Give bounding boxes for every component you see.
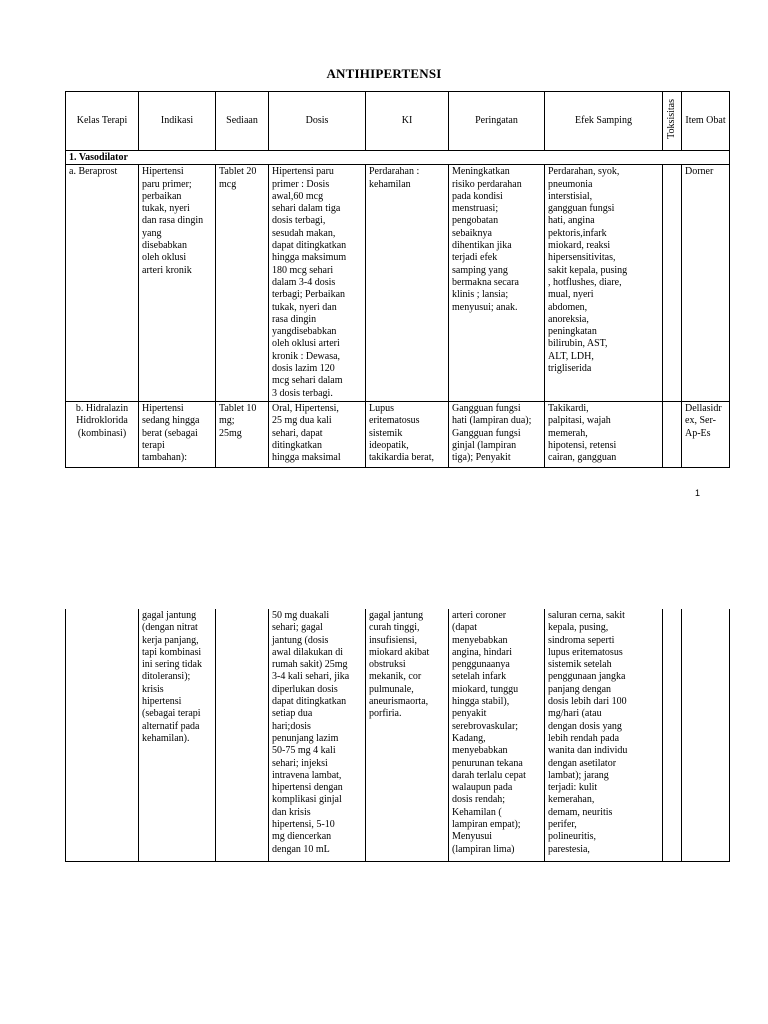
cell-ki: gagal jantung curah tinggi, insufisiensi, miokard akibat obstruksi mekanik, cor pulmunale, aneurismaorta, porfiria. [366,609,449,861]
header-dosis: Dosis [269,92,366,151]
table-row [66,401,730,467]
cell-dosis: Oral, Hipertensi, 25 mg dua kali sehari, dapat ditingkatkan hingga maksimal [269,401,366,467]
cell-toksisitas [663,609,682,861]
cell-indikasi: Hipertensi paru primer; perbaikan tukak, nyeri dan rasa dingin yang disebabkan oleh oklusi arteri kronik [139,165,216,402]
section-row [66,151,730,165]
cell-item-obat: Dellasidr ex, Ser- Ap-Es [682,401,730,467]
cell-sediaan [216,609,269,861]
drug-table [65,91,730,468]
cell-efek-samping: saluran cerna, sakit kepala, pusing, sindroma seperti lupus eritematosus sistemik setelah penggunaan jangka panjang dengan dosis lebih dari 100 mg/hari (atau dengan dosis yang lebih rendah pada wanita dan individu dengan asetilator lambat); jarang terjadi: kulit kemerahan, demam, neuritis perifer, polineuritis, parestesia, [545,609,663,861]
header-ki: KI [366,92,449,151]
cell-sediaan: Tablet 10 mg; 25mg [216,401,269,467]
cell-item-obat: Dorner [682,165,730,402]
header-kelas-terapi: Kelas Terapi [66,92,139,151]
cell-toksisitas [663,165,682,402]
cell-peringatan: Meningkatkan risiko perdarahan pada kondisi menstruasi; pengobatan sebaiknya dihentikan jika terjadi efek samping yang bermakna secara klinis ; lansia; menyusui; anak. [449,165,545,402]
table-header-row [66,92,730,151]
drug-table-continued [65,609,730,862]
page-number: 1 [695,488,701,498]
section-label: 1. Vasodilator [66,151,730,165]
header-peringatan: Peringatan [449,92,545,151]
cell-kelas [66,609,139,861]
header-toksisitas: Toksisitas [665,98,677,139]
cell-item-obat [682,609,730,861]
cell-peringatan: arteri coroner (dapat menyebabkan angina, hindari penggunaanya setelah infark miokard, tunggu hingga stabil), penyakit serebrovaskular; Kadang, menyebabkan penurunan tekana darah terlalu cepat walaupun pada dosis rendah; Kehamilan ( lampiran empat); Menyusui (lampiran lima) [449,609,545,861]
cell-toksisitas [663,401,682,467]
cell-dosis: 50 mg duakali sehari; gagal jantung (dosis awal dilakukan di rumah sakit) 25mg 3-4 kali sehari, jika diperlukan dosis dapat ditingkatkan setiap dua hari;dosis penunjang lazim 50-75 mg 4 kali sehari; injeksi intravena lambat, hipertensi dengan komplikasi ginjal dan krisis hipertensi, 5-10 mg diencerkan dengan 10 mL [269,609,366,861]
header-efek-samping: Efek Samping [545,92,663,151]
cell-dosis: Hipertensi paru primer : Dosis awal,60 mcg sehari dalam tiga dosis terbagi, sesudah makan, dapat ditingkatkan hingga maksimum 180 mcg sehari dalam 3-4 dosis terbagi; Perbaikan tukak, nyeri dan rasa dingin yangdisebabkan oleh oklusi arteri kronik : Dewasa, dosis lazim 120 mcg sehari dalam 3 dosis terbagi. [269,165,366,402]
cell-efek-samping: Perdarahan, syok, pneumonia interstisial, gangguan fungsi hati, angina pektoris,infark miokard, reaksi hipersensitivitas, sakit kepala, pusing , hotflushes, diare, mual, nyeri abdomen, anoreksia, peningkatan bilirubin, AST, ALT, LDH, trigliserida [545,165,663,402]
cell-peringatan: Gangguan fungsi hati (lampiran dua); Gangguan fungsi ginjal (lampiran tiga); Penyakit [449,401,545,467]
cell-indikasi: Hipertensi sedang hingga berat (sebagai terapi tambahan): [139,401,216,467]
cell-sediaan: Tablet 20 mcg [216,165,269,402]
cell-efek-samping: Takikardi, palpitasi, wajah memerah, hipotensi, retensi cairan, gangguan [545,401,663,467]
cell-kelas: b. Hidralazin Hidroklorida (kombinasi) [66,401,139,467]
cell-kelas: a. Beraprost [66,165,139,402]
header-item-obat: Item Obat [682,92,730,151]
cell-ki: Lupus eritematosus sistemik ideopatik, takikardia berat, [366,401,449,467]
table-row [66,165,730,402]
cell-indikasi: gagal jantung (dengan nitrat kerja panjang, tapi kombinasi ini sering tidak ditoleransi); krisis hipertensi (sebagai terapi alternatif pada kehamilan). [139,609,216,861]
header-indikasi: Indikasi [139,92,216,151]
table-row [66,609,730,861]
cell-ki: Perdarahan : kehamilan [366,165,449,402]
header-sediaan: Sediaan [216,92,269,151]
page-title: ANTIHIPERTENSI [326,66,442,81]
